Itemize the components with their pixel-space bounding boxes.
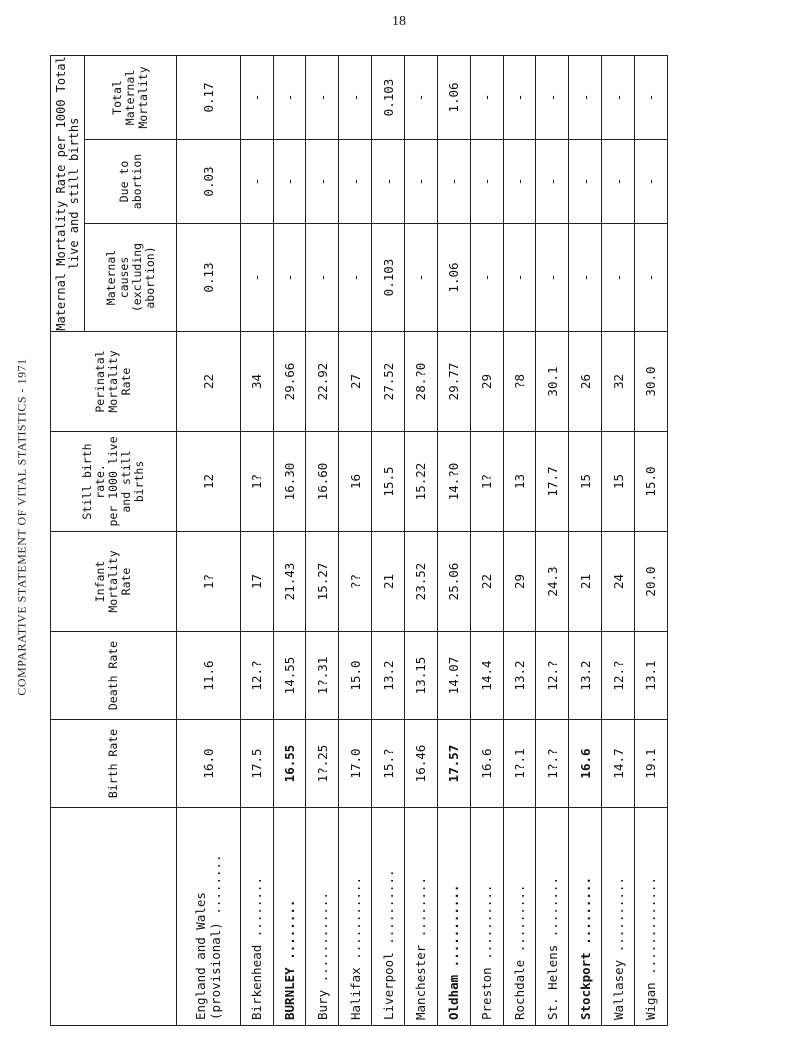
perinatal-cell: 30.0 xyxy=(634,332,667,432)
table-row xyxy=(339,55,372,1025)
birth-rate-cell: 1?.25 xyxy=(306,720,339,808)
area-name-line: Wigan ............. xyxy=(643,877,659,1020)
table-row xyxy=(404,55,437,1025)
maternal-excl-cell: 1.06 xyxy=(437,224,470,332)
due-abortion-cell: - xyxy=(634,140,667,224)
due-abortion-cell: - xyxy=(273,140,306,224)
perinatal-cell: 29 xyxy=(470,332,503,432)
header-line: Rate xyxy=(119,567,133,596)
birth-rate-cell: 19.1 xyxy=(634,720,667,808)
area-name-line: Rochdale ......... xyxy=(511,884,527,1020)
still-birth-cell: 15 xyxy=(602,432,635,532)
death-rate-cell: 12.? xyxy=(602,632,635,720)
due-abortion-cell: - xyxy=(306,140,339,224)
death-rate-cell: 13.1 xyxy=(634,632,667,720)
header-line: abortion) xyxy=(142,246,157,309)
still-birth-cell: 15.22 xyxy=(404,432,437,532)
table-row xyxy=(437,55,470,1025)
area-name-cell xyxy=(437,808,470,1026)
death-rate-cell: 13.2 xyxy=(569,632,602,720)
maternal-excl-cell: - xyxy=(404,224,437,332)
maternal-excl-cell: - xyxy=(470,224,503,332)
area-name-line: England and Wales xyxy=(193,892,209,1020)
due-abortion-cell: - xyxy=(372,140,405,224)
perinatal-cell: 22 xyxy=(177,332,241,432)
birth-rate-cell: 17.0 xyxy=(339,720,372,808)
table-row xyxy=(536,55,569,1025)
header-line: Maternal xyxy=(123,69,137,126)
still-birth-cell: 15.0 xyxy=(634,432,667,532)
area-name-line: Manchester ........ xyxy=(413,877,429,1020)
still-birth-cell: 15.5 xyxy=(372,432,405,532)
due-abortion-cell: - xyxy=(240,140,273,224)
area-name-line: Liverpool .......... xyxy=(380,869,396,1020)
area-name-cell xyxy=(602,808,635,1026)
table-row xyxy=(273,55,306,1025)
maternal-excl-cell: - xyxy=(240,224,273,332)
table-row xyxy=(470,55,503,1025)
due-abortion-cell: - xyxy=(602,140,635,224)
header-maternal-mortality-group xyxy=(51,55,85,331)
perinatal-cell: 34 xyxy=(240,332,273,432)
total-maternal-cell: - xyxy=(339,55,372,139)
header-line: Maternal xyxy=(103,249,118,306)
area-name-line: (provisional) ........ xyxy=(208,854,224,1020)
death-rate-cell: 12.? xyxy=(536,632,569,720)
death-rate-cell: 13.2 xyxy=(372,632,405,720)
table-row xyxy=(372,55,405,1025)
still-birth-cell: 1? xyxy=(240,432,273,532)
maternal-excl-cell: 0.13 xyxy=(177,224,241,332)
birth-rate-cell: 1?.? xyxy=(536,720,569,808)
header-line: live and still births xyxy=(66,117,81,270)
vital-statistics-table xyxy=(50,55,668,1026)
total-maternal-cell: - xyxy=(503,55,536,139)
death-rate-cell: 15.0 xyxy=(339,632,372,720)
area-name-line: Halifax ........... xyxy=(347,877,363,1020)
birth-rate-cell: 15.? xyxy=(372,720,405,808)
maternal-excl-cell: - xyxy=(306,224,339,332)
area-name-cell xyxy=(372,808,405,1026)
total-maternal-cell: 0.103 xyxy=(372,55,405,139)
still-birth-cell: 15 xyxy=(569,432,602,532)
area-name-cell xyxy=(273,808,306,1026)
infant-mortality-cell: 17 xyxy=(240,532,273,632)
still-birth-cell: 14.?0 xyxy=(437,432,470,532)
total-maternal-cell: - xyxy=(602,55,635,139)
header-total-maternal-mortality xyxy=(85,55,177,139)
maternal-excl-cell: - xyxy=(339,224,372,332)
area-name-line: Wallasey .......... xyxy=(610,877,626,1020)
due-abortion-cell: - xyxy=(437,140,470,224)
statistics-table-rotated xyxy=(50,56,668,1026)
header-line: Rate xyxy=(119,367,133,396)
total-maternal-cell: - xyxy=(306,55,339,139)
area-name-cell xyxy=(404,808,437,1026)
area-name-cell xyxy=(470,808,503,1026)
header-maternal-excluding-abortion xyxy=(85,224,177,332)
infant-mortality-cell: 23.52 xyxy=(404,532,437,632)
due-abortion-cell: - xyxy=(536,140,569,224)
table-row xyxy=(306,55,339,1025)
infant-mortality-cell: 1? xyxy=(177,532,241,632)
perinatal-cell: 29.66 xyxy=(273,332,306,432)
total-maternal-cell: 1.06 xyxy=(437,55,470,139)
maternal-excl-cell: - xyxy=(503,224,536,332)
header-line: abortion xyxy=(129,153,144,210)
maternal-excl-cell: - xyxy=(602,224,635,332)
still-birth-cell: 13 xyxy=(503,432,536,532)
maternal-excl-cell: - xyxy=(569,224,602,332)
header-death-rate xyxy=(51,632,177,720)
header-line: Birth Rate xyxy=(106,728,120,799)
birth-rate-cell: 16.0 xyxy=(177,720,241,808)
perinatal-cell: 27.52 xyxy=(372,332,405,432)
area-name-cell xyxy=(306,808,339,1026)
area-name-line: BURNLEY ........ xyxy=(281,899,297,1020)
header-row-group xyxy=(51,55,85,1025)
maternal-excl-cell: - xyxy=(536,224,569,332)
header-line: (excluding xyxy=(129,242,144,313)
area-name-cell xyxy=(536,808,569,1026)
total-maternal-cell: - xyxy=(536,55,569,139)
header-line: and still births xyxy=(119,450,146,513)
header-perinatal-mortality xyxy=(51,332,177,432)
infant-mortality-cell: 25.06 xyxy=(437,532,470,632)
table-row xyxy=(569,55,602,1025)
death-rate-cell: 1?.31 xyxy=(306,632,339,720)
header-still-birth-rate xyxy=(51,432,177,532)
perinatal-cell: 22.92 xyxy=(306,332,339,432)
page-number: 18 xyxy=(392,14,406,29)
death-rate-cell: 13.2 xyxy=(503,632,536,720)
infant-mortality-cell: 21 xyxy=(372,532,405,632)
perinatal-cell: 28.?0 xyxy=(404,332,437,432)
due-abortion-cell: 0.03 xyxy=(177,140,241,224)
table-row xyxy=(602,55,635,1025)
death-rate-cell: 12.? xyxy=(240,632,273,720)
total-maternal-cell: - xyxy=(569,55,602,139)
birth-rate-cell: 17.57 xyxy=(437,720,470,808)
due-abortion-cell: - xyxy=(404,140,437,224)
death-rate-cell: 14.55 xyxy=(273,632,306,720)
still-birth-cell: 16.60 xyxy=(306,432,339,532)
perinatal-cell: 32 xyxy=(602,332,635,432)
birth-rate-cell: 16.55 xyxy=(273,720,306,808)
maternal-excl-cell: - xyxy=(634,224,667,332)
perinatal-cell: 27 xyxy=(339,332,372,432)
area-name-cell xyxy=(177,808,241,1026)
header-line: causes xyxy=(116,256,131,299)
birth-rate-cell: 17.5 xyxy=(240,720,273,808)
infant-mortality-cell: 24.3 xyxy=(536,532,569,632)
header-line: Infant Mortality xyxy=(93,550,120,613)
header-line: Perinatal Mortality xyxy=(93,350,120,413)
infant-mortality-cell: 24 xyxy=(602,532,635,632)
area-name-cell xyxy=(503,808,536,1026)
infant-mortality-cell: 22 xyxy=(470,532,503,632)
area-name-line: Stockport ......... xyxy=(577,877,593,1020)
table-row xyxy=(503,55,536,1025)
total-maternal-cell: - xyxy=(240,55,273,139)
perinatal-cell: 30.1 xyxy=(536,332,569,432)
area-name-cell xyxy=(634,808,667,1026)
header-line: Total xyxy=(110,80,124,115)
infant-mortality-cell: 15.27 xyxy=(306,532,339,632)
header-line: Death Rate xyxy=(106,640,120,711)
perinatal-cell: 26 xyxy=(569,332,602,432)
maternal-excl-cell: - xyxy=(273,224,306,332)
birth-rate-cell: 1?.1 xyxy=(503,720,536,808)
area-name-line: Birkenhead ........ xyxy=(249,877,265,1020)
total-maternal-cell: - xyxy=(404,55,437,139)
total-maternal-cell: - xyxy=(634,55,667,139)
perinatal-cell: 29.77 xyxy=(437,332,470,432)
still-birth-cell: 1? xyxy=(470,432,503,532)
perinatal-cell: ?8 xyxy=(503,332,536,432)
due-abortion-cell: - xyxy=(569,140,602,224)
death-rate-cell: 14.4 xyxy=(470,632,503,720)
maternal-excl-cell: 0.103 xyxy=(372,224,405,332)
still-birth-cell: 16.30 xyxy=(273,432,306,532)
due-abortion-cell: - xyxy=(339,140,372,224)
birth-rate-cell: 16.6 xyxy=(470,720,503,808)
header-line: Due to xyxy=(116,160,131,203)
still-birth-cell: 16 xyxy=(339,432,372,532)
side-caption: COMPARATIVE STATEMENT OF VITAL STATISTICS - 1971 xyxy=(14,358,29,696)
infant-mortality-cell: 21.43 xyxy=(273,532,306,632)
still-birth-cell: 17.7 xyxy=(536,432,569,532)
death-rate-cell: 11.6 xyxy=(177,632,241,720)
header-line: Still birth rate. xyxy=(80,443,107,520)
table-row xyxy=(240,55,273,1025)
header-line: per 1000 live xyxy=(106,436,120,527)
table-body xyxy=(177,55,668,1025)
header-line: Maternal Mortality Rate per 1000 Total xyxy=(53,56,68,331)
still-birth-cell: 12 xyxy=(177,432,241,532)
area-name-line: Oldham ........... xyxy=(446,884,462,1020)
infant-mortality-cell: 21 xyxy=(569,532,602,632)
infant-mortality-cell: 29 xyxy=(503,532,536,632)
death-rate-cell: 14.07 xyxy=(437,632,470,720)
birth-rate-cell: 14.7 xyxy=(602,720,635,808)
birth-rate-cell: 16.46 xyxy=(404,720,437,808)
total-maternal-cell: - xyxy=(273,55,306,139)
area-name-line: St. Helens ........ xyxy=(544,877,560,1020)
header-due-to-abortion xyxy=(85,140,177,224)
due-abortion-cell: - xyxy=(470,140,503,224)
birth-rate-cell: 16.6 xyxy=(569,720,602,808)
header-area-blank xyxy=(51,808,177,1026)
total-maternal-cell: - xyxy=(470,55,503,139)
area-name-cell xyxy=(569,808,602,1026)
infant-mortality-cell: 20.0 xyxy=(634,532,667,632)
table-row xyxy=(634,55,667,1025)
header-infant-mortality xyxy=(51,532,177,632)
area-name-line: Preston .......... xyxy=(479,884,495,1020)
area-name-line: Bury ............ xyxy=(314,892,330,1020)
due-abortion-cell: - xyxy=(503,140,536,224)
header-birth-rate xyxy=(51,720,177,808)
area-name-cell xyxy=(339,808,372,1026)
death-rate-cell: 13.15 xyxy=(404,632,437,720)
total-maternal-cell: 0.17 xyxy=(177,55,241,139)
header-line: Mortality xyxy=(136,66,150,129)
table-row xyxy=(177,55,241,1025)
area-name-cell xyxy=(240,808,273,1026)
infant-mortality-cell: ?? xyxy=(339,532,372,632)
